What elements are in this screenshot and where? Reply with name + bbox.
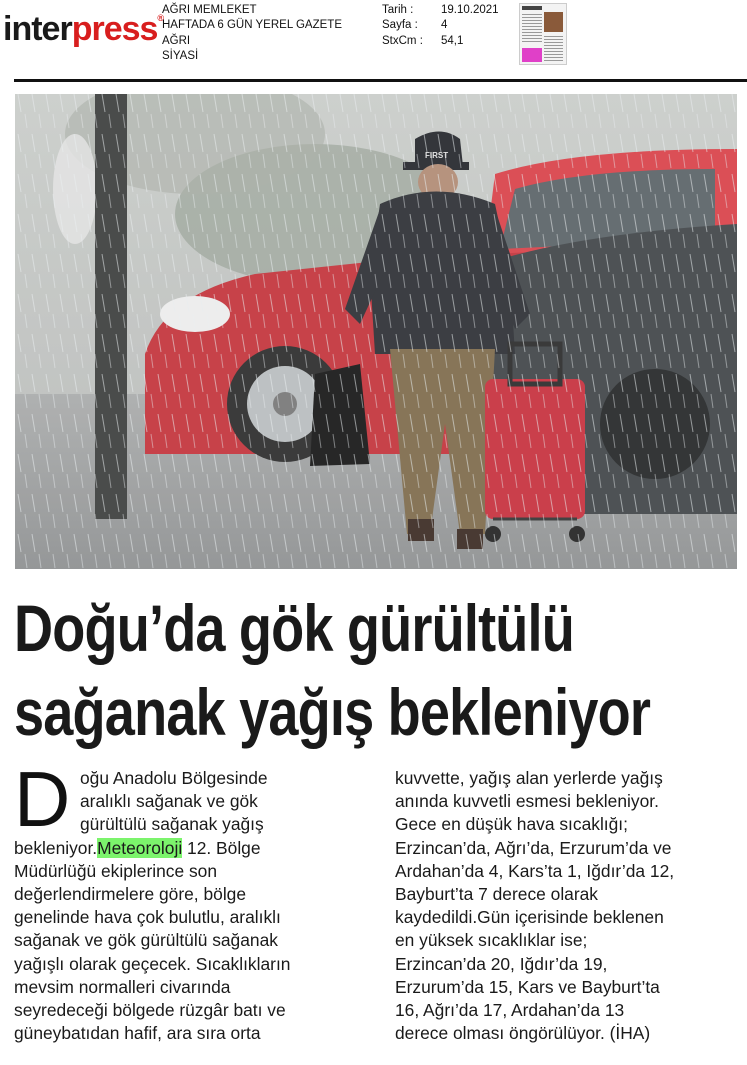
- date-value: 19.10.2021: [441, 4, 499, 16]
- stxcm-label: StxCm :: [382, 34, 423, 47]
- publication-city: AĞRI: [162, 34, 191, 47]
- text-line: seyredeceği bölgede rüzgâr batı ve: [14, 1000, 286, 1021]
- text-line: aralıklı sağanak ve gök: [80, 791, 258, 812]
- text-line: Erzincan’da 20, Iğdır’da 19,: [395, 953, 608, 974]
- text-line: derece olması öngörülüyor. (İHA): [395, 1023, 651, 1044]
- text-line: kaydedildi.Gün içerisinde beklenen: [395, 907, 664, 928]
- page-value: 4: [441, 19, 448, 32]
- stxcm-value: 54,1: [441, 34, 464, 47]
- text-fragment: 12. Bölge: [182, 837, 261, 858]
- text-line: Erzurum’da 15, Kars ve Bayburt’ta: [395, 976, 660, 997]
- article-photo: [15, 94, 737, 569]
- text-line: sağanak ve gök gürültülü sağanak: [14, 930, 278, 951]
- headline-line2: sağanak yağış bekleniyor: [14, 675, 651, 749]
- article-headline: [14, 586, 651, 754]
- headline-line1: Doğu’da gök gürültülü: [14, 591, 574, 665]
- text-line: gürültülü sağanak yağış: [80, 814, 264, 835]
- date-label: Tarih :: [382, 4, 414, 16]
- header-divider: [14, 79, 747, 82]
- page-thumbnail: [519, 3, 567, 65]
- text-line: oğu Anadolu Bölgesinde: [80, 768, 268, 788]
- text-line: Müdürlüğü ekiplerince son: [14, 860, 218, 881]
- text-line-highlight: [14, 837, 372, 860]
- meta-values: [441, 3, 499, 49]
- text-line: 16, Ağrı’da 17, Ardahan’da 13: [395, 1000, 625, 1021]
- text-line: Ardahan’da 4, Kars’ta 1, Iğdır’da 12,: [395, 860, 675, 881]
- text-line: değerlendirmelere göre, bölge: [14, 884, 247, 905]
- text-line: en yüksek sıcaklıklar ise;: [395, 930, 588, 951]
- publication-info: [162, 3, 342, 64]
- meta-labels: [382, 3, 423, 49]
- logo-mark: ®: [157, 13, 164, 23]
- text-line: Gece en düşük hava sıcaklığı;: [395, 814, 628, 835]
- article-column-left: [14, 767, 372, 1045]
- page-label: Sayfa :: [382, 19, 418, 32]
- text-line: yağışlı olarak geçecek. Sıcaklıkların: [14, 953, 291, 974]
- cap-text: FIRST: [425, 151, 449, 160]
- logo-part1: inter: [3, 10, 72, 48]
- publication-name: AĞRI MEMLEKET: [162, 4, 257, 16]
- text-line: güneybatıdan hafif, ara sıra orta: [14, 1023, 261, 1044]
- publication-frequency: HAFTADA 6 GÜN YEREL GAZETE: [162, 19, 342, 32]
- highlighted-keyword: Meteoroloji: [97, 837, 183, 858]
- text-line: mevsim normalleri civarında: [14, 976, 231, 997]
- text-line: Bayburt’ta 7 derece olarak: [395, 884, 599, 905]
- dropcap: D: [14, 755, 71, 843]
- interpress-logo: [3, 12, 163, 46]
- text-line: genelinde hava çok bulutlu, aralıklı: [14, 907, 281, 928]
- publication-category: SİYASİ: [162, 49, 199, 62]
- text-line: Erzincan’da, Ağrı’da, Erzurum’da ve: [395, 837, 672, 858]
- text-line: anında kuvvetli esmesi bekleniyor.: [395, 791, 659, 812]
- text-line: kuvvette, yağış alan yerlerde yağış: [395, 768, 663, 788]
- logo-part2: press: [71, 10, 158, 48]
- text-fragment: bekleniyor.: [14, 837, 98, 858]
- article-column-right: [395, 767, 740, 1045]
